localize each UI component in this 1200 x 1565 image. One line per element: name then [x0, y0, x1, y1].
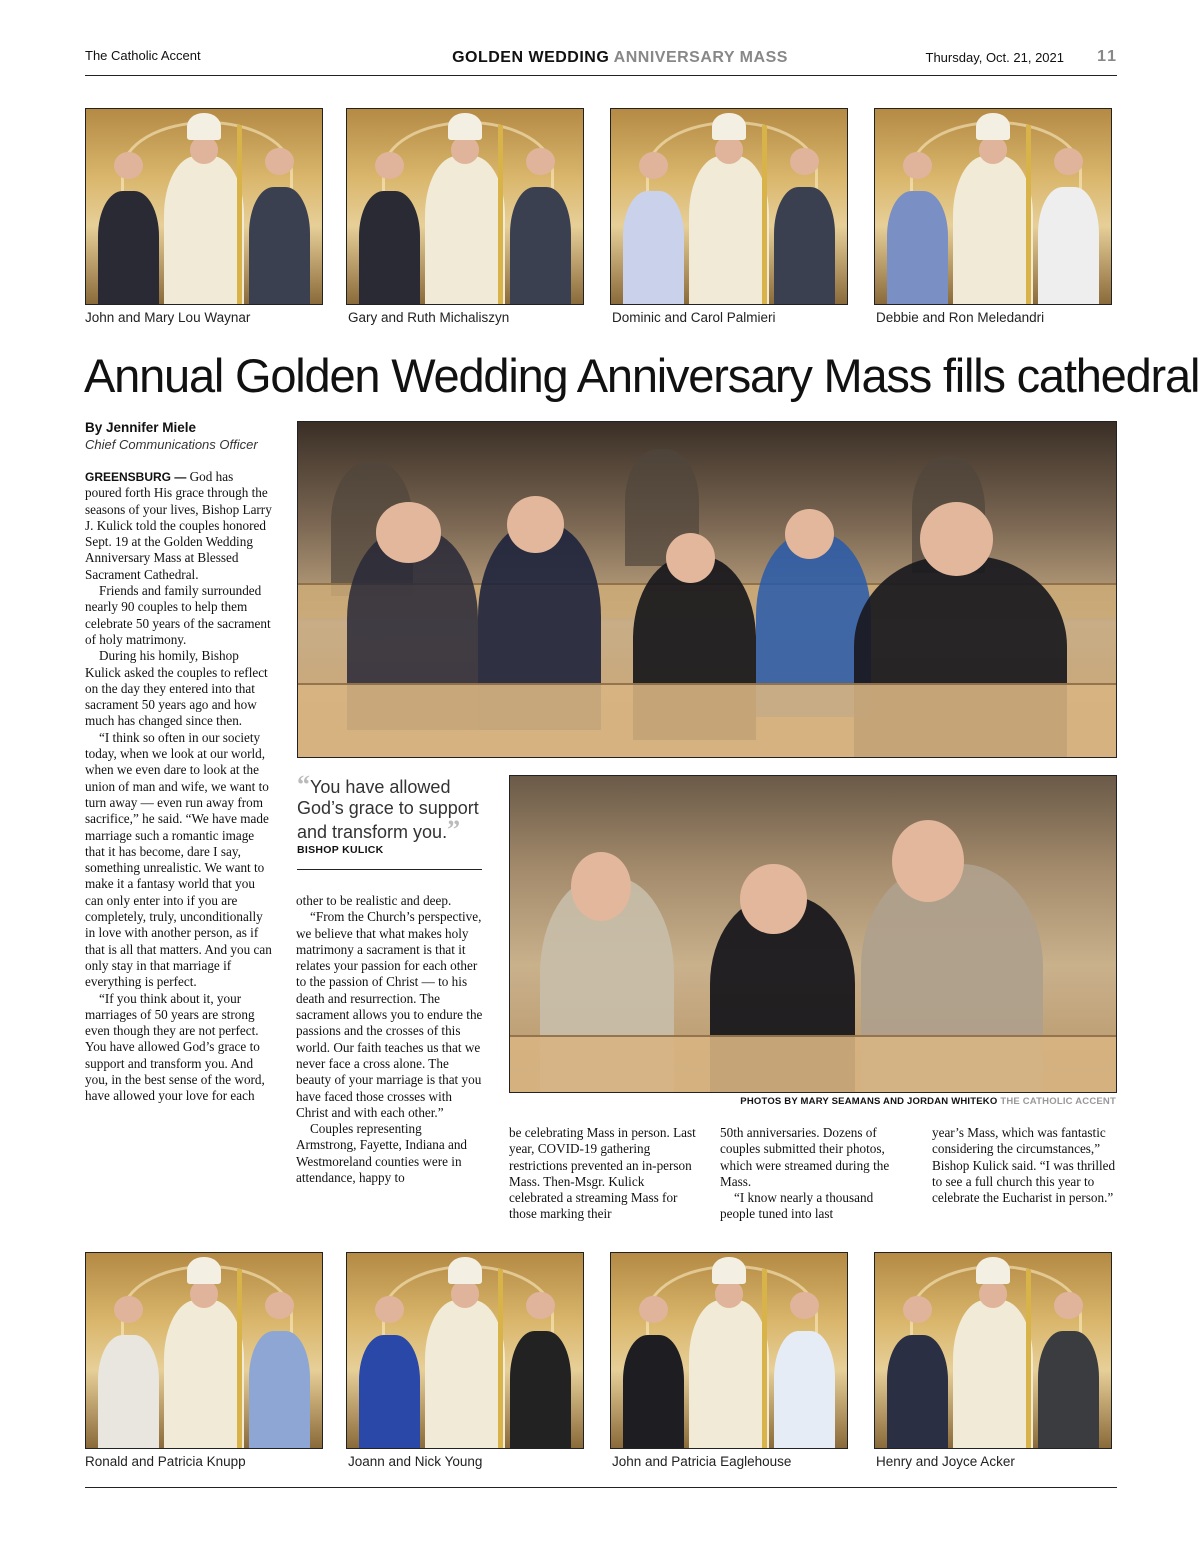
page-number: 11 — [1097, 48, 1118, 65]
paragraph: year’s Mass, which was fantastic considering the circumstances,” Bishop Kulick said. “I was thrilled to see a full church this year to celebrate the Eucharist in person.” — [932, 1125, 1116, 1206]
couple-photo — [346, 1252, 584, 1449]
photo-caption: Ronald and Patricia Knupp — [85, 1454, 246, 1469]
section-title — [380, 49, 860, 67]
issue-date: Thursday, Oct. 21, 2021 — [925, 50, 1064, 65]
paragraph: Couples representing Armstrong, Fayette, Indiana and Westmoreland counties were in attendance, happy to — [296, 1121, 468, 1186]
article-headline: Annual Golden Wedding Anniversary Mass fills cathedral — [84, 349, 1200, 402]
article-column-1 — [85, 469, 273, 1105]
quote-close-mark: ” — [447, 815, 461, 844]
author-role: Chief Communications Officer — [85, 437, 258, 452]
pull-quote-attribution: BISHOP KULICK — [297, 844, 384, 856]
couple-photo — [874, 1252, 1112, 1449]
couple-photo — [85, 1252, 323, 1449]
photo-credit-outlet: THE CATHOLIC ACCENT — [1000, 1096, 1116, 1107]
article-column-5 — [932, 1125, 1118, 1206]
photo-caption: Joann and Nick Young — [348, 1454, 483, 1469]
couple-photo — [346, 108, 584, 305]
paragraph: During his homily, Bishop Kulick asked the couples to reflect on the day they entered into that sacrament 50 years ago and how much has changed since then. — [85, 648, 268, 729]
paragraph: God has poured forth His grace through the seasons of your lives, Bishop Larry J. Kulick told the couples honored Sept. 19 at the Golden Wedding Anniversary Mass at Blessed Sacrament Cathedral. — [85, 469, 272, 582]
paragraph: “I know nearly a thousand people tuned into last — [720, 1190, 874, 1222]
footer-rule — [85, 1487, 1117, 1488]
couple-photo — [610, 1252, 848, 1449]
photo-caption: Dominic and Carol Palmieri — [612, 310, 776, 325]
paragraph: “If you think about it, your marriages of 50 years are strong even though they are not perfect. You have allowed God’s grace to support and transform you. And you, in the best sense of the word, have allowed your love for each — [85, 990, 265, 1104]
article-column-3 — [509, 1125, 699, 1223]
photo-caption: John and Patricia Eaglehouse — [612, 1454, 792, 1469]
paragraph: be celebrating Mass in person. Last year, COVID-19 gathering restrictions prevented an in-person Mass. Then-Msgr. Kulick celebrated a streaming Mass for those marking their — [509, 1125, 696, 1222]
photo-credit-names: PHOTOS BY MARY SEAMANS AND JORDAN WHITEKO — [740, 1096, 998, 1107]
paragraph: other to be realistic and deep. — [296, 893, 452, 908]
congregation-photo — [297, 421, 1117, 758]
paragraph: 50th anniversaries. Dozens of couples submitted their photos, which were streamed during the Mass. — [720, 1125, 890, 1189]
section-title-gray: ANNIVERSARY MASS — [613, 49, 788, 66]
pull-quote-text: You have allowed God’s grace to support and transform you. — [297, 777, 479, 842]
couple-photo — [874, 108, 1112, 305]
quote-open-mark: “ — [297, 770, 310, 799]
article-column-2 — [296, 893, 484, 1186]
photo-caption: John and Mary Lou Waynar — [85, 310, 251, 325]
article-column-4 — [720, 1125, 908, 1223]
dateline: GREENSBURG — — [85, 470, 187, 484]
paragraph: Friends and family surrounded nearly 90 couples to help them celebrate 50 years of the sacrament of holy matrimony. — [85, 583, 271, 647]
pull-quote-rule — [297, 869, 482, 870]
header-rule — [85, 75, 1117, 76]
publication-name: The Catholic Accent — [85, 48, 201, 63]
photo-credit — [600, 1096, 1116, 1107]
couple-photo — [610, 108, 848, 305]
section-title-bold: GOLDEN WEDDING — [452, 49, 610, 66]
photo-caption: Debbie and Ron Meledandri — [876, 310, 1045, 325]
byline: By Jennifer Miele — [85, 420, 197, 435]
photo-caption: Henry and Joyce Acker — [876, 1454, 1015, 1469]
pull-quote — [297, 770, 482, 844]
couple-photo — [85, 108, 323, 305]
paragraph: “I think so often in our society today, when we look at our world, when we even dare to look at the union of man and wife, we want to turn away — even run away from sacrifice,” he said. “We have made marriage such a romantic image that it has become, dare I say, something unrealistic. We want to make it a fantasy world that you can only enter into if you are completely, truly, unconditionally in love with another person, as if that is all that matters. And you can only stay in that marriage if everything is perfect. — [85, 729, 272, 990]
paragraph: “From the Church’s perspective, we believe that what makes holy matrimony a sacrament is that it relates your passion for each other to the passion of Christ — to his death and resurrection. The sacrament allows you to endure the passions and the crosses of this world. Our faith teaches us that we never face a cross alone. The beauty of your marriage is that you have faced those crosses with Christ and with each other.” — [296, 909, 483, 1120]
praying-couples-photo — [509, 775, 1117, 1093]
photo-caption: Gary and Ruth Michaliszyn — [348, 310, 510, 325]
